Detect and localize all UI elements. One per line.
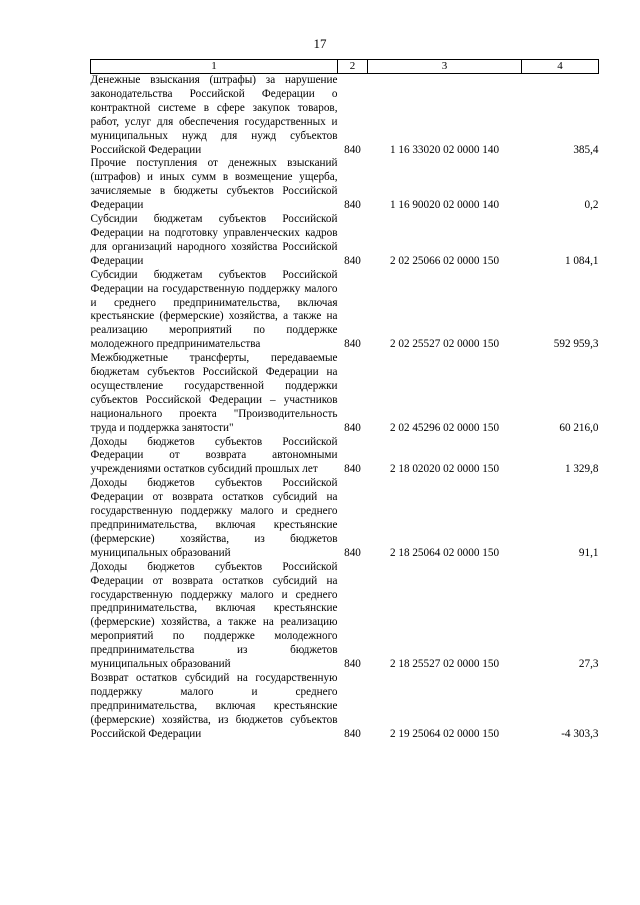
row-amount: 0,2 [584, 199, 599, 212]
row-admin-code: 840 [344, 727, 361, 740]
table-row [91, 213, 599, 269]
table-row [91, 477, 599, 560]
table-row [91, 269, 599, 352]
budget-revenue-table [90, 59, 599, 742]
table-row [91, 157, 599, 213]
row-amount: 385,4 [573, 143, 599, 156]
row-amount: -4 303,3 [561, 727, 599, 740]
row-description: Денежные взыскания (штрафы) за нарушение законодательства Российской Федерации о контрактной системе в сфере закупок товаров, работ, услуг для обеспечения государственных и муниципальных нужд для нужд субъектов Российской Федерации [90, 74, 338, 156]
row-amount: 1 329,8 [564, 463, 599, 476]
row-budget-code: 2 18 25064 02 0000 150 [389, 546, 500, 559]
table-row [91, 74, 599, 158]
row-description: Доходы бюджетов субъектов Российской Федерации от возврата остатков субсидий на государственную поддержку малого и среднего предпринимательства, включая крестьянские (фермерские) хозяйства, из бюджетов муниципальных образований [90, 477, 338, 559]
row-budget-code: 2 02 45296 02 0000 150 [389, 421, 500, 434]
row-admin-code: 840 [344, 421, 361, 434]
row-budget-code: 2 18 02020 02 0000 150 [389, 463, 500, 476]
row-description: Межбюджетные трансферты, передаваемые бюджетам субъектов Российской Федерации на осуществление государственной поддержки субъектов Российской Федерации – участников национального проекта "Производительность труда и поддержка занятости" [90, 352, 338, 434]
column-header-amount: 4 [522, 60, 599, 74]
row-amount: 1 084,1 [564, 254, 599, 267]
row-admin-code: 840 [344, 199, 361, 212]
row-admin-code: 840 [344, 658, 361, 671]
row-budget-code: 2 19 25064 02 0000 150 [389, 727, 500, 740]
table-row [91, 352, 599, 435]
row-description: Субсидии бюджетам субъектов Российской Федерации на подготовку управленческих кадров для организаций народного хозяйства Российской Федерации [90, 213, 338, 267]
row-budget-code: 1 16 33020 02 0000 140 [389, 143, 500, 156]
row-description: Прочие поступления от денежных взысканий (штрафов) и иных сумм в возмещение ущерба, зачисляемые в бюджеты субъектов Российской Федерации [90, 157, 338, 212]
row-description: Доходы бюджетов субъектов Российской Федерации от возврата автономными учреждениями остатков субсидий прошлых лет [90, 435, 338, 476]
page-number: 17 [313, 36, 327, 51]
table-header-row [91, 60, 599, 74]
column-header-description: 1 [91, 60, 338, 74]
column-header-admin: 2 [338, 60, 368, 74]
row-admin-code: 840 [344, 254, 361, 267]
row-description: Субсидии бюджетам субъектов Российской Федерации на государственную поддержку малого и среднего предпринимательства, включая крестьянские (фермерские) хозяйства, а также на реализацию мероприятий по поддержке молодежного предпринимательства [90, 268, 338, 351]
row-admin-code: 840 [344, 143, 361, 156]
row-admin-code: 840 [344, 463, 361, 476]
row-description: Доходы бюджетов субъектов Российской Федерации от возврата остатков субсидий на государственную поддержку малого и среднего предпринимательства, включая крестьянские (фермерские) хозяйства, а также на реализацию мероприятий по поддержке молодежного предпринимательства из бюджетов муниципальных образований [90, 560, 338, 671]
row-admin-code: 840 [344, 546, 361, 559]
row-budget-code: 2 02 25527 02 0000 150 [389, 338, 500, 351]
row-budget-code: 2 18 25527 02 0000 150 [389, 658, 500, 671]
row-admin-code: 840 [344, 338, 361, 351]
row-budget-code: 2 02 25066 02 0000 150 [389, 254, 500, 267]
row-description: Возврат остатков субсидий на государственную поддержку малого и среднего предпринимательства, включая крестьянские (фермерские) хозяйства, из бюджетов субъектов Российской Федерации [90, 671, 338, 740]
table-row [91, 672, 599, 742]
table-row [91, 561, 599, 672]
row-amount: 91,1 [578, 546, 599, 559]
column-header-code: 3 [368, 60, 522, 74]
row-amount: 27,3 [578, 658, 599, 671]
row-amount: 592 959,3 [553, 338, 599, 351]
row-amount: 60 216,0 [559, 421, 599, 434]
row-budget-code: 1 16 90020 02 0000 140 [389, 199, 500, 212]
table-row [91, 436, 599, 478]
